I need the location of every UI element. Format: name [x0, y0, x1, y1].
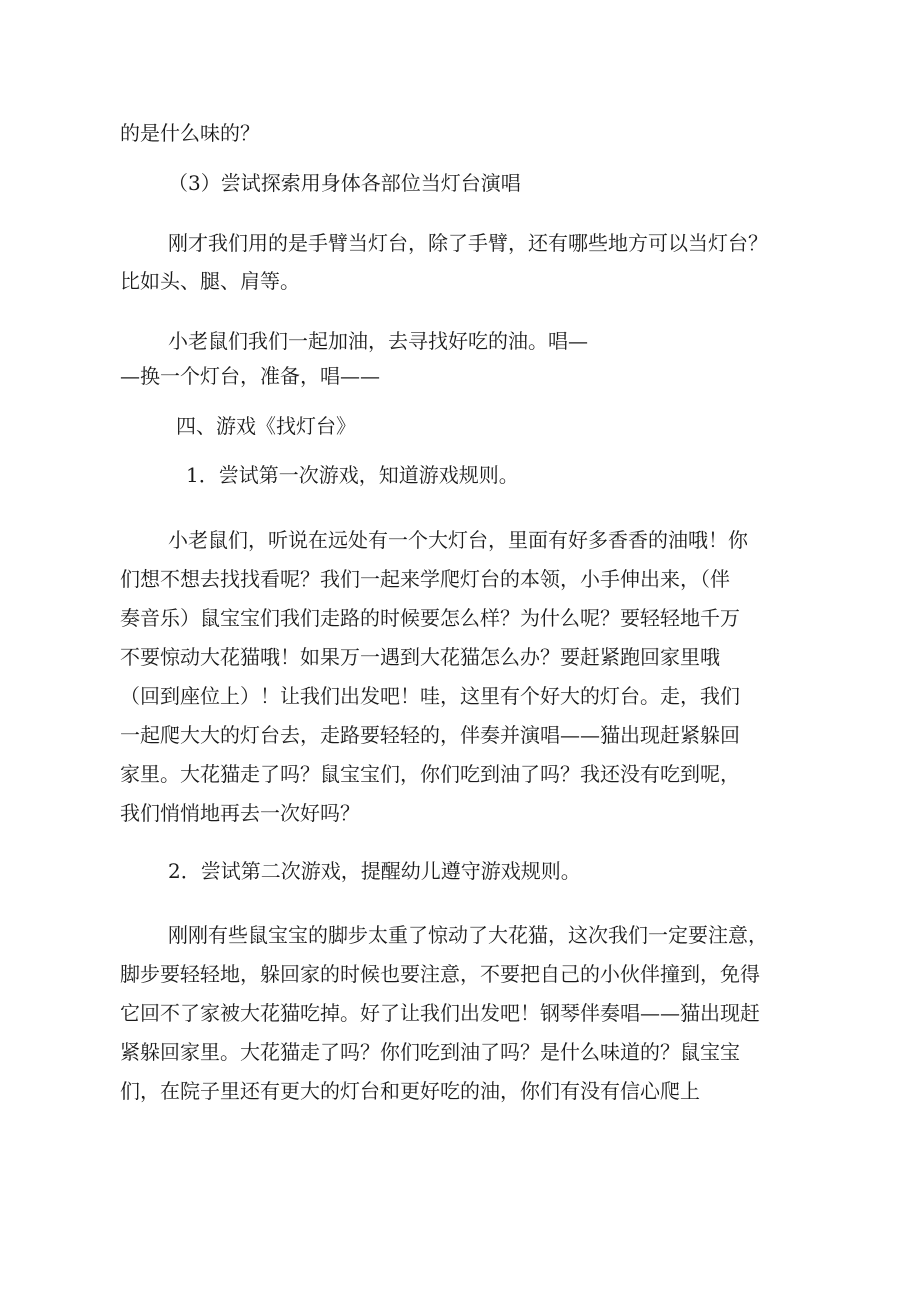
text-line: 脚步要轻轻地，躲回家的时候也要注意，不要把自己的小伙伴撞到，免得 — [120, 962, 760, 986]
text-line: 紧躲回家里。大花猫走了吗？你们吃到油了吗？是什么味道的？鼠宝宝 — [120, 1040, 740, 1064]
text-line: 比如头、腿、肩等。 — [120, 269, 300, 293]
text-line: 家里。大花猫走了吗？鼠宝宝们，你们吃到油了吗？我还没有吃到呢， — [120, 762, 740, 786]
text-line: —换一个灯台，准备，唱—— — [120, 364, 380, 388]
text-line: 它回不了家被大花猫吃掉。好了让我们出发吧！钢琴伴奏唱——猫出现赶 — [120, 1001, 760, 1025]
section-heading: （3）尝试探索用身体各部位当灯台演唱 — [168, 171, 521, 195]
subsection-heading: 1．尝试第一次游戏，知道游戏规则。 — [186, 463, 519, 487]
text-line: 一起爬大大的灯台去，走路要轻轻的，伴奏并演唱——猫出现赶紧躲回 — [120, 723, 740, 747]
text-line: 小老鼠们我们一起加油，去寻找好吃的油。唱— — [168, 329, 588, 353]
text-line: 奏音乐）鼠宝宝们我们走路的时候要怎么样？为什么呢？要轻轻地千万 — [120, 606, 740, 630]
text-line: 们，在院子里还有更大的灯台和更好吃的油，你们有没有信心爬上 — [120, 1079, 700, 1103]
text-line: 刚才我们用的是手臂当灯台，除了手臂，还有哪些地方可以当灯台？ — [168, 231, 768, 255]
text-line: （回到座位上）！让我们出发吧！哇，这里有个好大的灯台。走，我们 — [120, 684, 740, 708]
text-line: 的是什么味的？ — [120, 121, 260, 145]
text-line: 小老鼠们，听说在远处有一个大灯台，里面有好多香香的油哦！你 — [168, 528, 748, 552]
subsection-heading: 2．尝试第二次游戏，提醒幼儿遵守游戏规则。 — [168, 859, 581, 883]
text-line: 们想不想去找找看呢？我们一起来学爬灯台的本领，小手伸出来，（伴 — [120, 567, 730, 591]
text-line: 我们悄悄地再去一次好吗？ — [120, 801, 360, 825]
text-line: 不要惊动大花猫哦！如果万一遇到大花猫怎么办？要赶紧跑回家里哦 — [120, 645, 720, 669]
text-line: 刚刚有些鼠宝宝的脚步太重了惊动了大花猫，这次我们一定要注意， — [168, 923, 768, 947]
section-heading: 四、游戏《找灯台》 — [176, 414, 356, 438]
